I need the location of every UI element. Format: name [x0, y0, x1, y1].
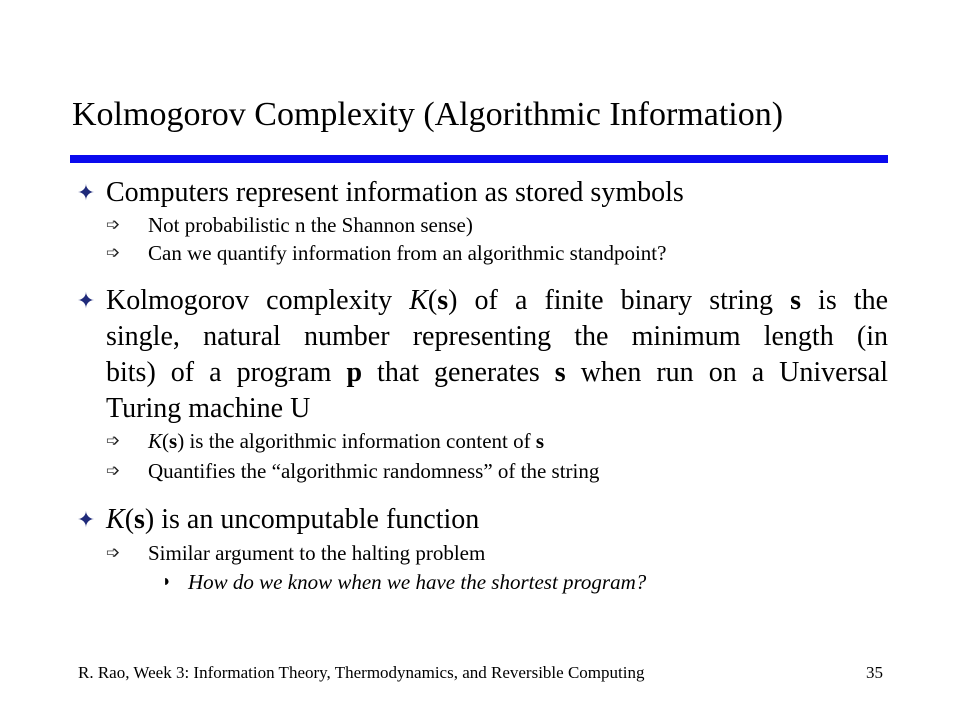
bullet-2-paragraph	[106, 283, 888, 427]
arrow-bullet-icon: ➩	[106, 461, 121, 480]
bullet-2-line-4: Turing machine U	[106, 393, 311, 424]
star-bullet-icon: ✦	[76, 288, 96, 313]
arrow-bullet-icon: ➩	[106, 215, 121, 234]
sub-bullet-text: Not probabilistic n the Shannon sense)	[148, 213, 473, 237]
sub-bullet-text: Can we quantify information from an algorithmic standpoint?	[148, 241, 667, 265]
sub-bullet-text: Quantifies the “algorithmic randomness” of the string	[148, 459, 600, 483]
star-bullet-icon: ✦	[76, 180, 96, 205]
sub-bullet-text: K(s) is the algorithmic information content of s	[148, 429, 545, 453]
footer-credit: R. Rao, Week 3: Information Theory, Thermodynamics, and Reversible Computing	[78, 663, 645, 682]
bullet-2-line-2: single, natural number representing the minimum length (in	[106, 321, 888, 352]
star-bullet-icon: ✦	[76, 507, 96, 532]
subsub-bullet-text: How do we know when we have the shortest program?	[188, 570, 647, 594]
bullet-3-text: K(s) is an uncomputable function	[106, 504, 480, 535]
bullet-2-line-3: bits) of a program p that generates s when run on a Universal	[106, 357, 889, 388]
slide-title: Kolmogorov Complexity (Algorithmic Information)	[72, 96, 784, 133]
diamond-bullet-icon: ◗	[162, 573, 172, 590]
page-number: 35	[866, 663, 883, 682]
arrow-bullet-icon: ➩	[106, 543, 121, 562]
arrow-bullet-icon: ➩	[106, 243, 121, 262]
sub-bullet-text: Similar argument to the halting problem	[148, 541, 486, 565]
title-underline	[70, 155, 888, 163]
bullet-1-text: Computers represent information as stored symbols	[106, 177, 684, 208]
arrow-bullet-icon: ➩	[106, 431, 121, 450]
bullet-2-line-1: Kolmogorov complexity K(s) of a finite binary string s is the	[106, 285, 889, 316]
